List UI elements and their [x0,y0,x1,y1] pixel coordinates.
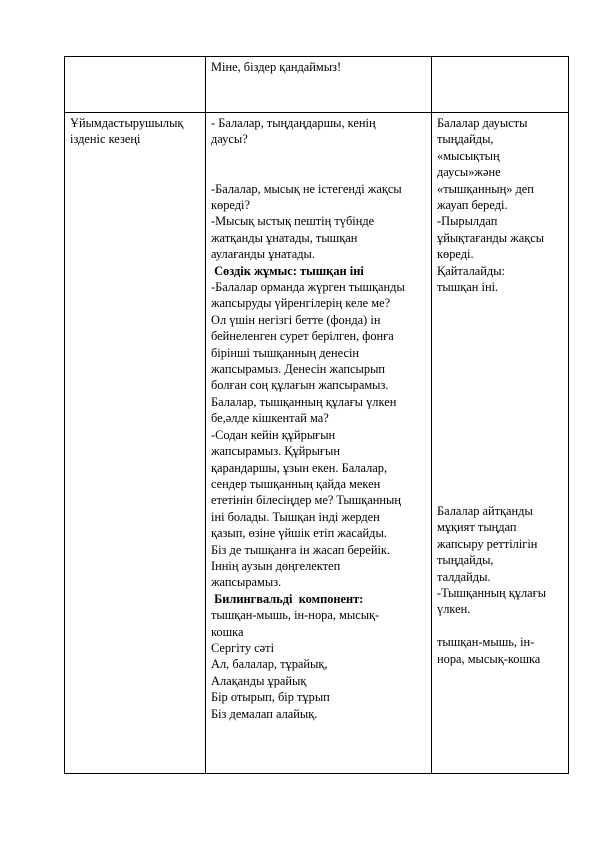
children-line: тышқан-мышь, ін- [437,635,535,650]
teacher-line: іні болады. Тышқан інді жерден [211,509,380,524]
teacher-line: Балалар, тышқанның құлағы үлкен [211,394,397,409]
children-line: жапсыру реттілігін [437,536,538,551]
teacher-line: бейнеленген сурет берілген, фонға [211,329,394,344]
teacher-line: болған соң құлағын жапсырамыз. [211,378,389,393]
children-line: «тышқанның» деп [437,181,534,196]
children-line: көреді. [437,247,474,262]
children-line: нора, мысық-кошка [437,651,541,666]
blank-line [211,164,429,180]
row1-content-cell [211,59,429,75]
teacher-line: жапсырамыз. Денесін жапсырып [211,362,386,377]
stage-line: Ұйымдастырушылық [70,116,184,130]
bilingual-component-heading: Билингвальді компонент: [211,591,364,606]
children-line: ұйықтағанды жақсы [437,230,545,245]
children-activity-cell-bottom [437,503,567,667]
teacher-line: Іннің аузын дөңгелектеп [211,558,341,573]
teacher-line: кошка [211,624,244,639]
teacher-line: Сергіту сәті [211,640,275,655]
children-line: үлкен. [437,602,471,617]
teacher-line: бе,әлде кішкентай ма? [211,411,329,426]
teacher-line: жапсыруды үйренгілерің келе ме? [211,296,391,311]
teacher-line: көреді? [211,198,250,212]
children-line: тыңдайды, [437,553,494,568]
blank-line [437,618,567,634]
children-line: талдайды. [437,569,491,584]
children-line: тыңдайды, [437,132,494,147]
teacher-line: жатқанды ұнатады, тышқан [211,230,358,245]
teacher-line: -Балалар орманда жүрген тышқанды [211,280,405,295]
children-line: мұқият тыңдап [437,520,517,535]
teacher-line: ететінін білесіңдер ме? Тышқанның [211,493,401,508]
children-line: -Пырылдап [437,214,498,229]
children-line: Қайталайды: [437,263,505,278]
teacher-line: қазып, өзіне үйшік етіп жасайды. [211,526,387,541]
table-column-divider-2 [431,56,432,774]
table-column-divider-1 [205,56,206,774]
teacher-line: Біз демалап алайық. [211,706,318,721]
teacher-line: Бір отырып, бір тұрып [211,690,330,705]
table-left-border [64,56,65,774]
teacher-line: жапсырамыз. Құйрығын [211,444,340,459]
teacher-line: -Мысық ыстық пештің түбінде [211,214,375,229]
children-line: Балалар айтқанды [437,504,533,518]
teacher-line: жапсырамыз. [211,575,282,590]
teacher-activity-cell [211,115,429,722]
teacher-line: сендер тышқанның қайда мекен [211,476,381,491]
teacher-line: Алақанды ұрайық [211,673,307,688]
teacher-line: тышқан-мышь, ін-нора, мысық- [211,608,380,623]
blank-line [211,148,429,164]
children-line: тышқан іні. [437,280,499,295]
children-line: -Тышқанның құлағы [437,586,547,601]
table-bottom-border [64,773,569,774]
teacher-line: - Балалар, тыңдаңдаршы, кенің [211,116,376,130]
children-activity-cell-top [437,115,567,295]
children-line: даусы»және [437,165,501,180]
teacher-line: Ал, балалар, тұрайық, [211,657,328,672]
children-line: жауап береді. [437,198,508,213]
table-top-border [64,56,569,57]
teacher-line: -Содан кейін құйрығын [211,427,336,442]
teacher-line: Ол үшін негізгі бетте (фонда) ін [211,312,381,327]
teacher-line: -Балалар, мысық не істегенді жақсы [211,181,402,196]
stage-cell [70,115,203,148]
teacher-line: аулағанды ұнатады. [211,247,315,262]
vocabulary-work-heading: Сөздік жұмыс: тышқан іні [211,263,364,278]
teacher-line: Біз де тышқанға ін жасап берейік. [211,542,391,557]
stage-line: ізденіс кезеңі [70,132,141,147]
teacher-line: даусы? [211,132,248,147]
children-line: «мысықтың [437,148,500,163]
children-line: Балалар дауысты [437,116,528,130]
teacher-line: бірінші тышқанның денесін [211,345,360,360]
row1-content-text: Міне, біздер қандаймыз! [211,60,342,74]
teacher-line: қарандаршы, ұзын екен. Балалар, [211,460,388,475]
table-row-divider [64,112,569,113]
table-right-border [568,56,569,774]
